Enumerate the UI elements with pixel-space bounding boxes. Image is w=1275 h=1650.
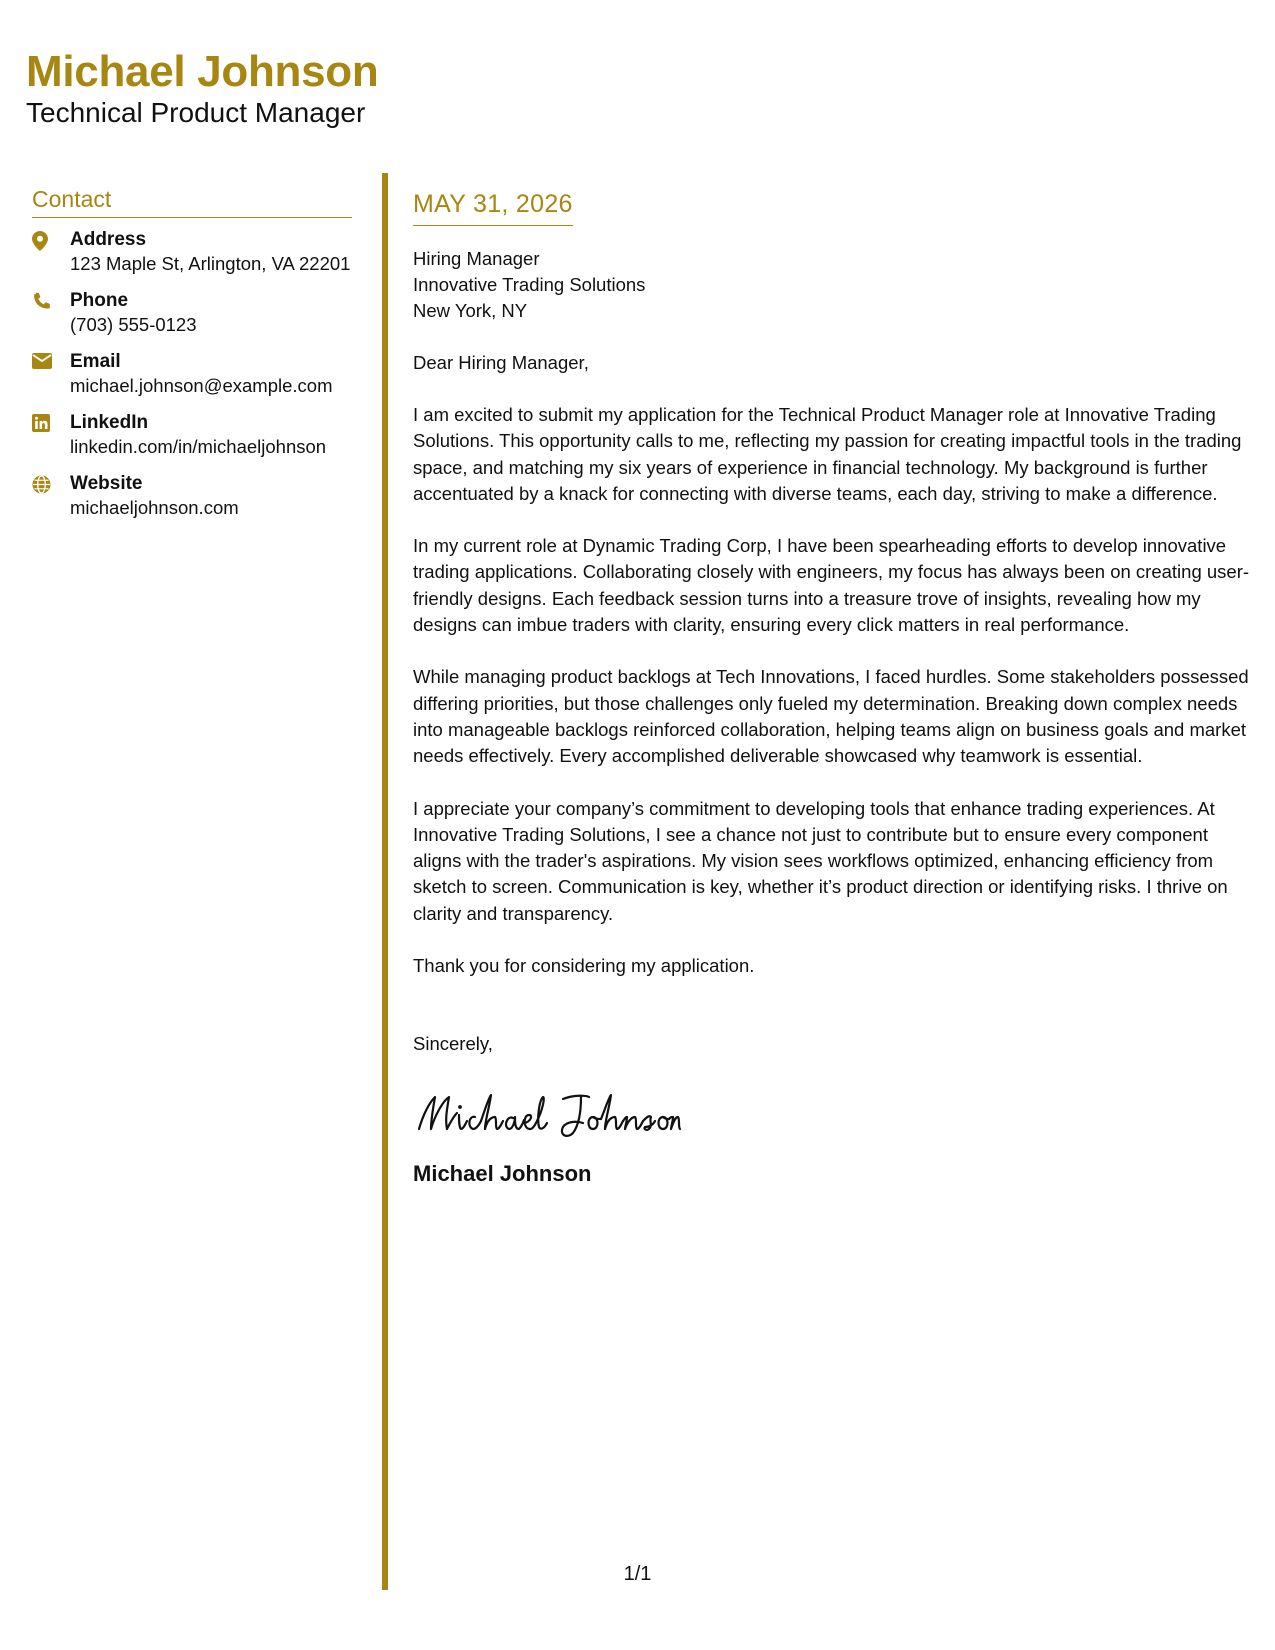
linkedin-icon — [32, 411, 70, 432]
contact-item-address — [32, 228, 352, 276]
envelope-icon — [32, 350, 70, 369]
page-number: 1/1 — [623, 1563, 652, 1585]
map-pin-icon — [32, 228, 70, 251]
paragraph: While managing product backlogs at Tech Innovations, I faced hurdles. Some stakeholders possessed differing priorities, but those challenges only fueled my determination. Breaking down complex needs into manageable backlogs reinforced collaboration, helping teams align on business goals and market needs effectively. Every accomplished deliverable showcased why teamwork is essential. — [413, 666, 1249, 767]
paragraph: I am excited to submit my application for the Technical Product Manager role at Innovative Trading Solutions. This opportunity calls to me, reflecting my passion for creating impactful tools in the trading space, and matching my six years of experience in financial technology. My background is further accentuated by a knack for connecting with diverse teams, each day, striving to make a difference. — [413, 404, 1242, 504]
contact-item-website — [32, 472, 352, 520]
letter-date: MAY 31, 2026 — [413, 190, 573, 226]
paragraph: In my current role at Dynamic Trading Corp, I have been spearheading efforts to develop innovative trading applications. Collaborating closely with engineers, my focus has always been on creating user-friendly designs. Each feedback session turns into a treasure trove of insights, revealing how my designs can imbue traders with clarity, ensuring every click matters in real performance. — [413, 535, 1250, 636]
contact-section-title: Contact — [32, 186, 352, 218]
globe-icon — [32, 472, 70, 494]
recipient-line: New York, NY — [413, 300, 528, 321]
vertical-divider — [382, 173, 388, 1590]
recipient-block — [413, 246, 1253, 324]
signed-name: Michael Johnson — [413, 1161, 592, 1187]
contact-label: Website — [70, 473, 143, 494]
paragraph: I appreciate your company’s commitment to developing tools that enhance trading experiences. At Innovative Trading Solutions, I see a chance not just to contribute but to ensure every component aligns with the trader's aspirations. My vision sees workflows optimized, enhancing efficiency from sketch to screen. Communication is key, whether it’s product direction or identifying risks. I thrive on clarity and transparency. — [413, 797, 1228, 924]
recipient-line: Innovative Trading Solutions — [413, 274, 646, 295]
contact-item-linkedin — [32, 411, 352, 459]
letter-body — [413, 190, 1253, 1187]
job-title: Technical Product Manager — [26, 97, 366, 129]
contact-value: michael.johnson@example.com — [70, 375, 333, 396]
contact-item-email — [32, 350, 352, 398]
header — [26, 48, 378, 130]
contact-sidebar — [32, 186, 352, 533]
recipient-line: Hiring Manager — [413, 248, 540, 269]
contact-value: 123 Maple St, Arlington, VA 22201 — [70, 253, 351, 274]
closing: Sincerely, — [413, 1033, 493, 1055]
salutation: Dear Hiring Manager, — [413, 352, 589, 373]
contact-label: Address — [70, 229, 147, 250]
handwritten-signature — [413, 1085, 1253, 1141]
contact-item-phone — [32, 289, 352, 337]
contact-label: Phone — [70, 290, 129, 311]
contact-value: linkedin.com/in/michaeljohnson — [70, 436, 327, 457]
contact-list — [32, 228, 352, 520]
applicant-name: Michael Johnson — [26, 47, 379, 96]
contact-value: michaeljohnson.com — [70, 497, 239, 518]
contact-label: LinkedIn — [70, 412, 149, 433]
contact-label: Email — [70, 351, 121, 372]
contact-value: (703) 555-0123 — [70, 314, 197, 335]
phone-icon — [32, 289, 70, 311]
paragraph: Thank you for considering my application. — [413, 955, 755, 977]
